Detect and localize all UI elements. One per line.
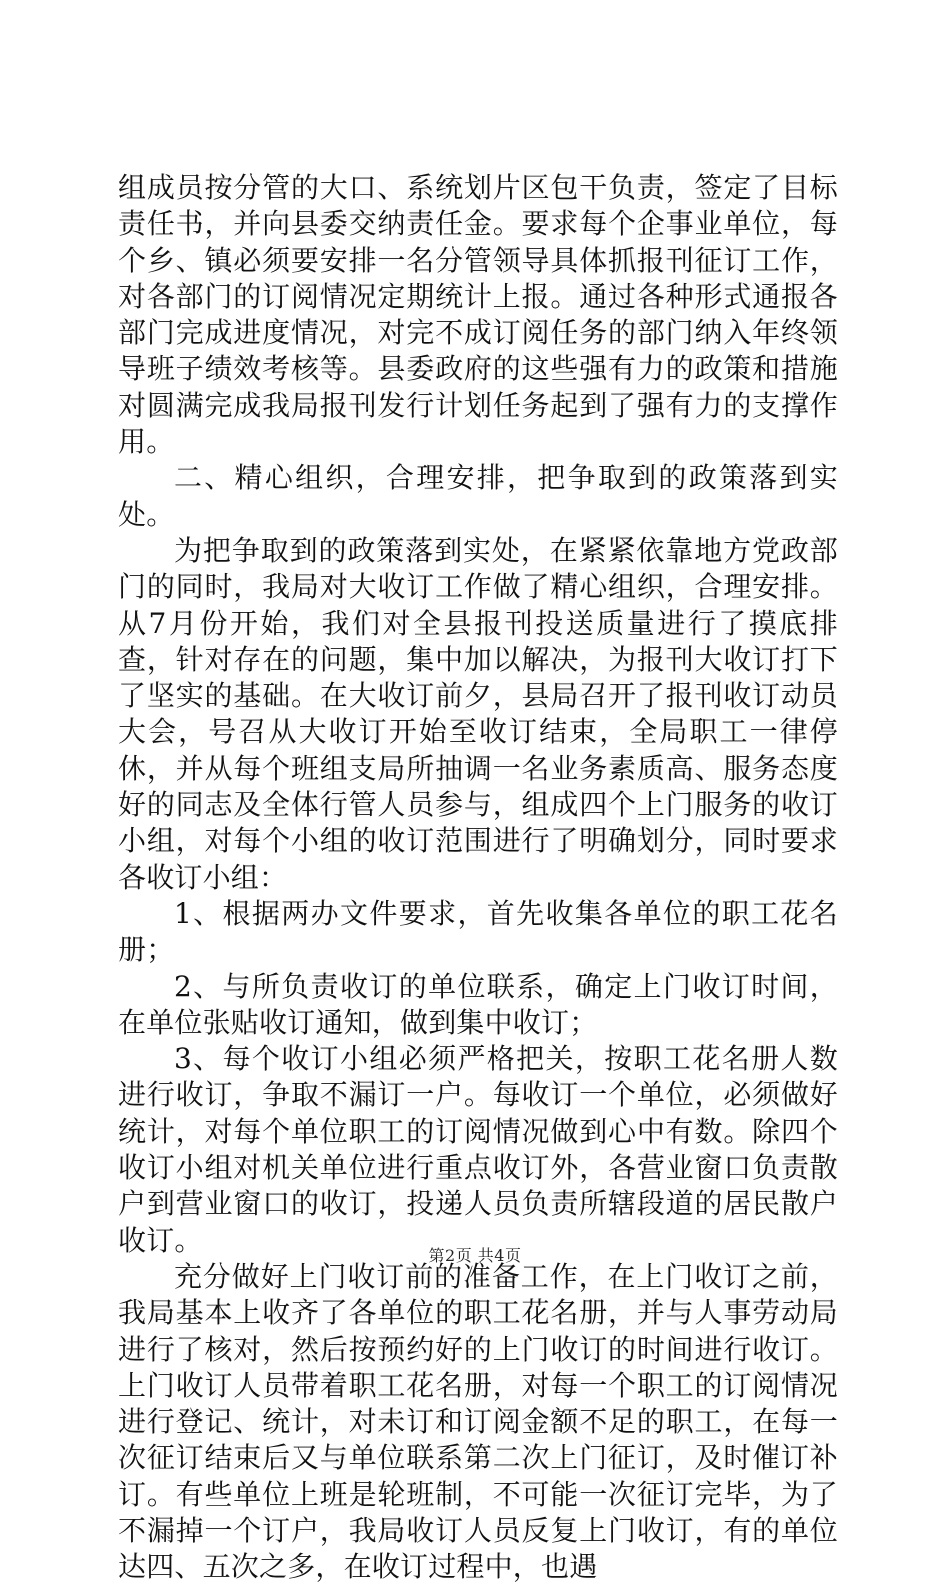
document-body bbox=[118, 170, 838, 1586]
page-footer: 第2页 共4页 bbox=[428, 1246, 522, 1265]
paragraph-1: 组成员按分管的大口、系统划片区包干负责，签定了目标责任书，并向县委交纳责任金。要求每个企事业单位，每个乡、镇必须要安排一名分管领导具体抓报刊征订工作，对各部门的订阅情况定期统计上报。通过各种形式通报各部门完成进度情况，对完不成订阅任务的部门纳入年终领导班子绩效考核等。县委政府的这些强有力的政策和措施对圆满完成我局报刊发行计划任务起到了强有力的支撑作用。 bbox=[118, 171, 838, 459]
list-item-3: 3、每个收订小组必须严格把关，按职工花名册人数进行收订，争取不漏订一户。每收订一个单位，必须做好统计，对每个单位职工的订阅情况做到心中有数。除四个收订小组对机关单位进行重点收订外，各营业窗口负责散户到营业窗口的收订，投递人员负责所辖段道的居民散户收订。 bbox=[118, 1042, 838, 1257]
list-item-2: 2、与所负责收订的单位联系，确定上门收订时间，在单位张贴收订通知，做到集中收订； bbox=[118, 969, 838, 1039]
list-item-1: 1、根据两办文件要求，首先收集各单位的职工花名册； bbox=[118, 896, 838, 967]
section-heading-2: 二、精心组织，合理安排，把争取到的政策落到实处。 bbox=[118, 461, 838, 531]
paragraph-3: 为把争取到的政策落到实处，在紧紧依靠地方党政部门的同时，我局对大收订工作做了精心组织，合理安排。从7月份开始，我们对全县报刊投送质量进行了摸底排查，针对存在的问题，集中加以解决，为报刊大收订打下了坚实的基础。在大收订前夕，县局召开了报刊收订动员大会，号召从大收订开始至收订结束，全局职工一律停休，并从每个班组支局所抽调一名业务素质高、服务态度好的同志及全体行管人员参与，组成四个上门服务的收订小组，对每个小组的收订范围进行了明确划分，同时要求各收订小组： bbox=[118, 533, 838, 894]
paragraph-7: 充分做好上门收订前的准备工作，在上门收订之前，我局基本上收齐了各单位的职工花名册，并与人事劳动局进行了核对，然后按预约好的上门收订的时间进行收订。上门收订人员带着职工花名册，对每一个职工的订阅情况进行登记、统计，对未订和订阅金额不足的职工，在每一次征订结束后又与单位联系第二次上门征订，及时催订补订。有些单位上班是轮班制，不可能一次征订完毕，为了不漏掉一个订户，我局收订人员反复上门收订，有的单位达四、五次之多，在收订过程中，也遇 bbox=[118, 1259, 838, 1584]
